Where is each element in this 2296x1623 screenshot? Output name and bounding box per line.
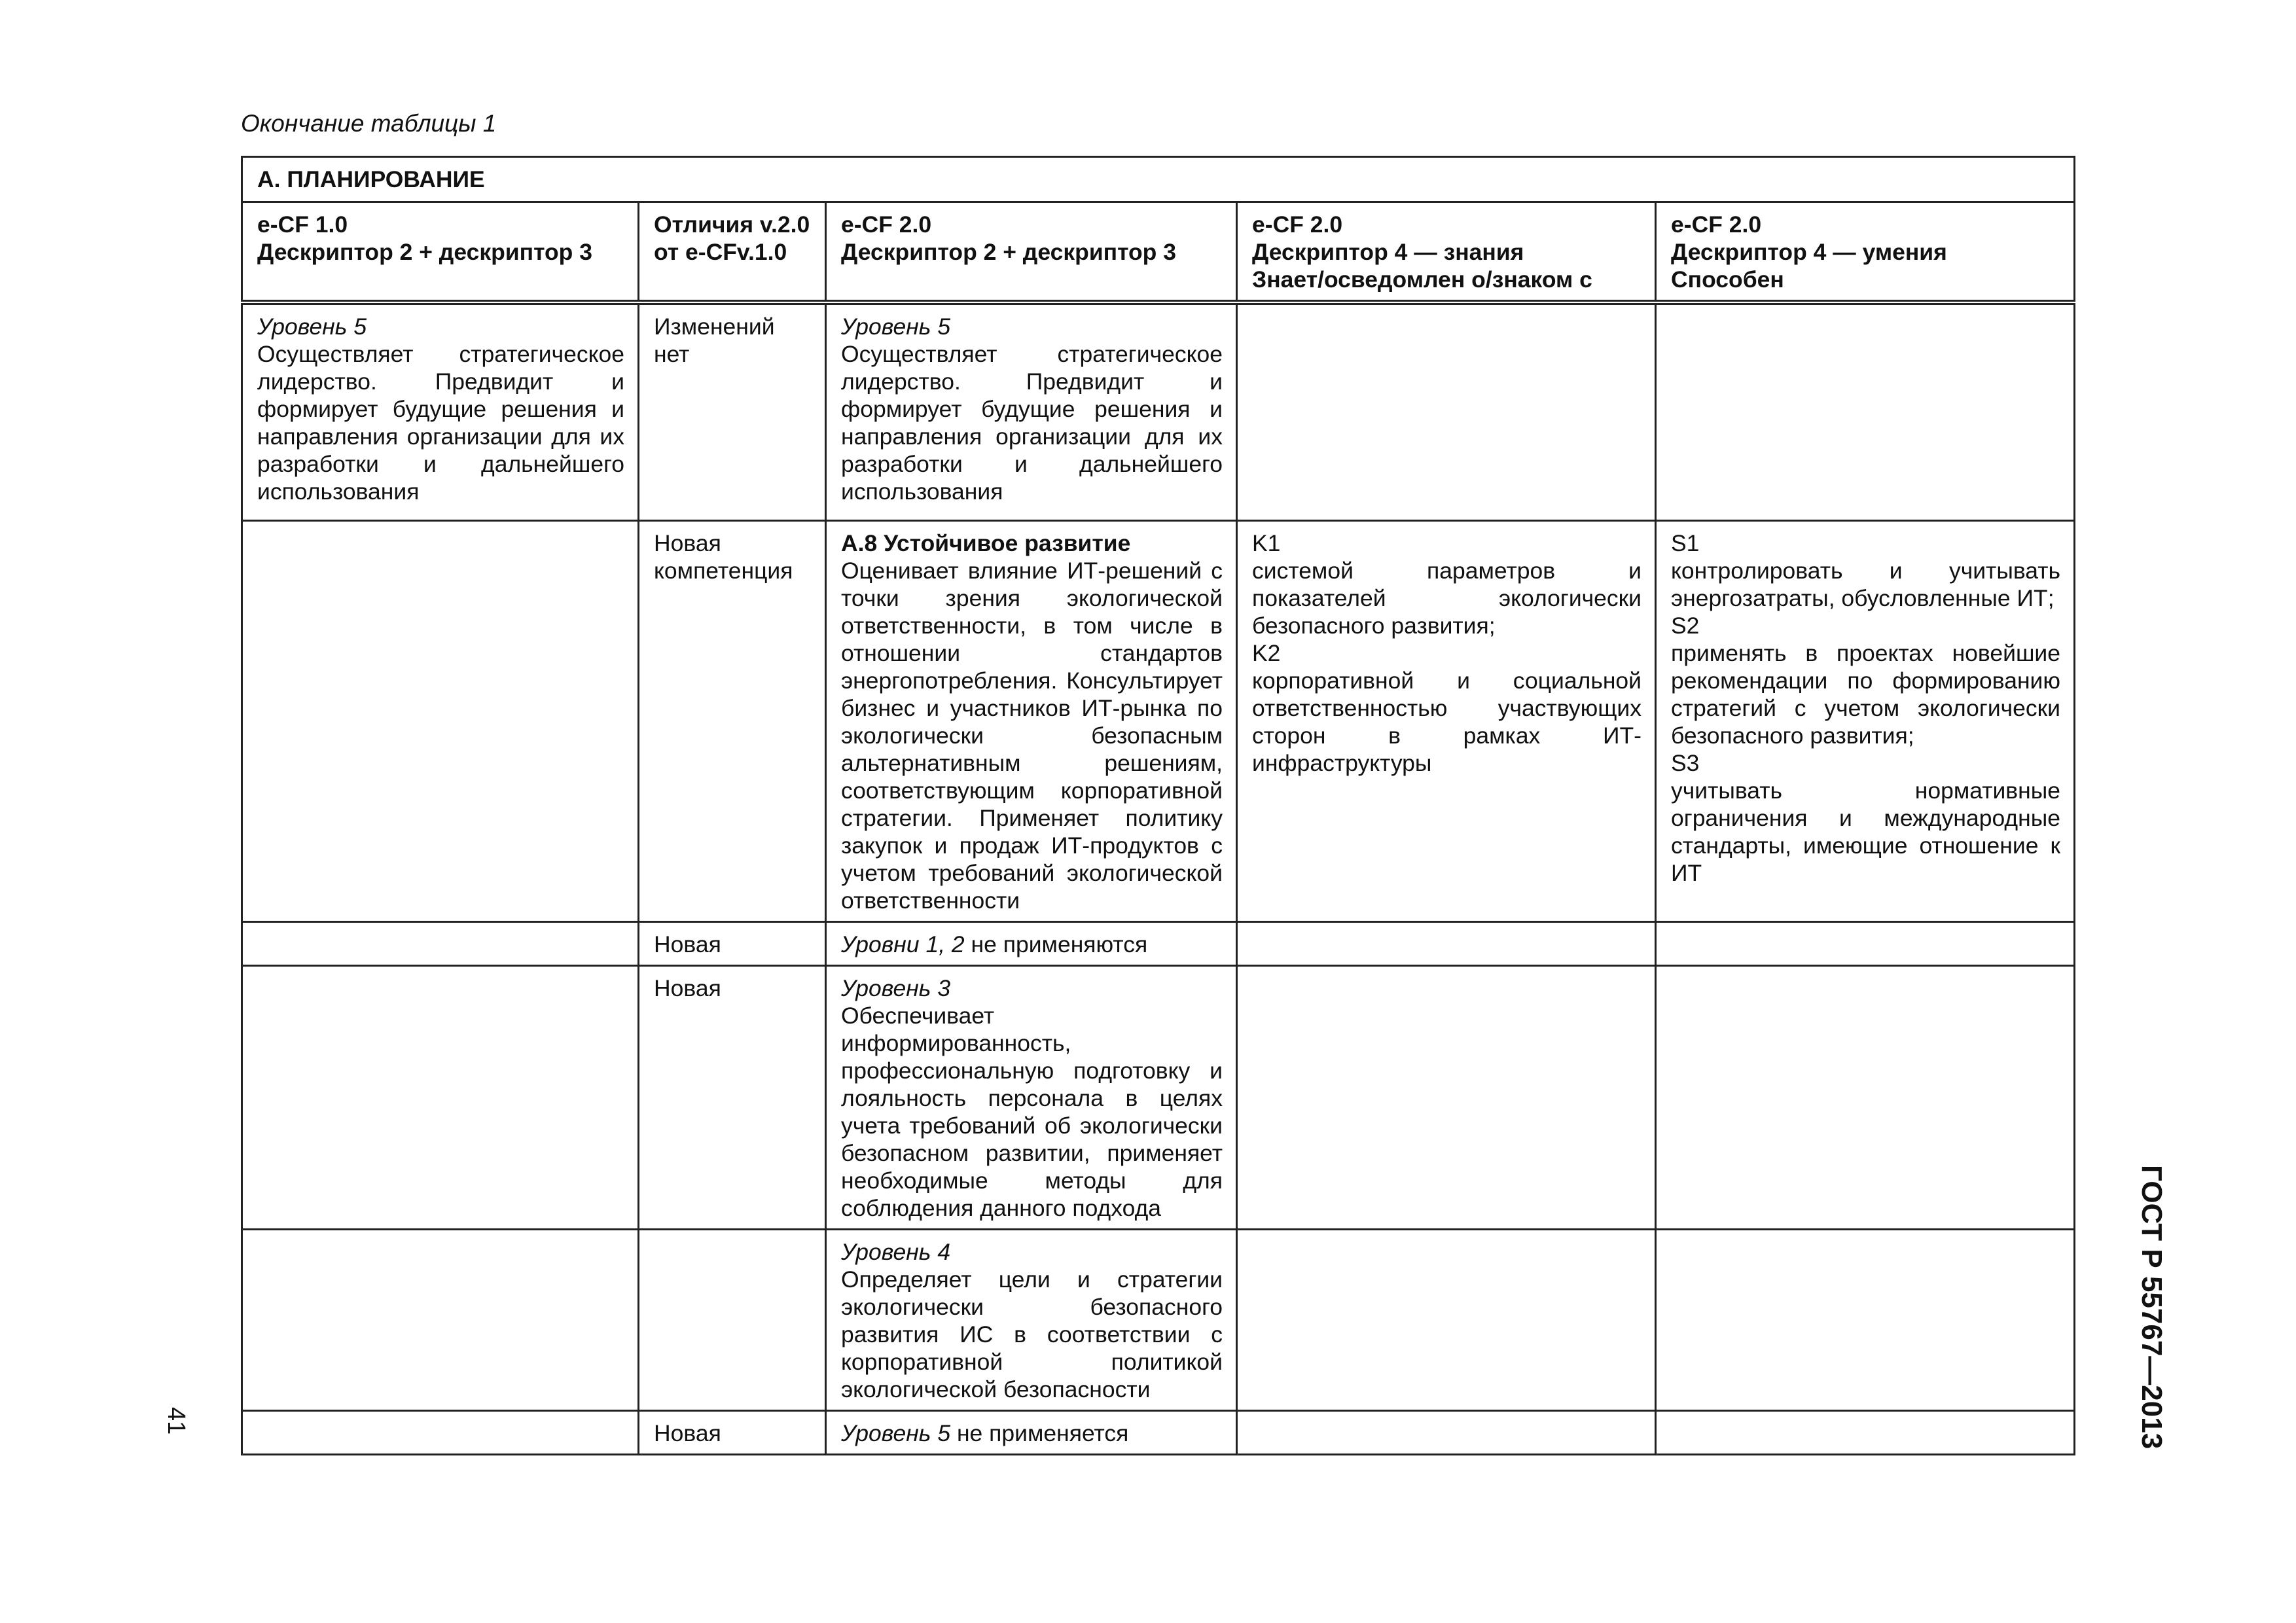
cell-ecf1 (242, 1230, 639, 1411)
page-number: 41 (162, 1407, 190, 1435)
table-row (242, 922, 2075, 966)
table-row (242, 966, 2075, 1230)
cell-skills (1656, 966, 2075, 1230)
cell-knowledge-a8: K1 системой параметров и показателей экологически безопасного развития; K2 корпоративной и социальной ответственностью участвующих сторон в рамках ИТ-инфраструктуры (1237, 521, 1656, 922)
cell-ecf2-level5-na: Уровень 5 не применяется (826, 1411, 1237, 1455)
cell-diff: Изменений нет (639, 302, 826, 521)
table-row (242, 521, 2075, 922)
cell-diff: Новая (639, 922, 826, 966)
cell-skills (1656, 922, 2075, 966)
cell-diff: Новая (639, 1411, 826, 1455)
header-cell-ecf1: e-CF 1.0 Дескриптор 2 + дескриптор 3 (242, 202, 639, 303)
cell-ecf1 (242, 521, 639, 922)
cell-skills-a8: S1 контролировать и учитывать энергозатраты, обусловленные ИТ; S2 применять в проектах новейшие рекомендации по формированию стратегий с учетом экологически безопасного развития; S3 учитывать нормативные ограничения и международные стандарты, имеющие отношение к ИТ (1656, 521, 2075, 922)
table-row (242, 1230, 2075, 1411)
header-cell-ecf2: e-CF 2.0 Дескриптор 2 + дескриптор 3 (826, 202, 1237, 303)
header-row (242, 202, 2075, 303)
cell-skills (1656, 1230, 2075, 1411)
cell-ecf1 (242, 966, 639, 1230)
standard-id: ГОСТ Р 55767—2013 (2136, 1165, 2168, 1450)
cell-ecf1 (242, 922, 639, 966)
cell-ecf2-a8: А.8 Устойчивое развитие Оценивает влияние ИТ-решений с точки зрения экологической ответственности, в том числе в отношении стандартов энергопотребления. Консультирует бизнес и участников ИТ-рынка по экологически безопасным альтернативным решениям, соответствующим корпоративной стратегии. Применяет политику закупок и продаж ИТ-продуктов с учетом требований экологической ответственности (826, 521, 1237, 922)
cell-knowledge (1237, 1411, 1656, 1455)
cell-ecf2-level4: Уровень 4 Определяет цели и стратегии экологически безопасного развития ИС в соответствии с корпоративной политикой экологической безопасности (826, 1230, 1237, 1411)
header-cell-diff: Отличия v.2.0 от e-CFv.1.0 (639, 202, 826, 303)
cell-skills (1656, 302, 2075, 521)
table-row (242, 302, 2075, 521)
cell-diff: Новая компетенция (639, 521, 826, 922)
table-caption: Окончание таблицы 1 (241, 110, 497, 137)
competence-table (241, 156, 2075, 1455)
cell-knowledge (1237, 302, 1656, 521)
cell-diff: Новая (639, 966, 826, 1230)
section-title: А. ПЛАНИРОВАНИЕ (242, 157, 2075, 202)
cell-ecf2-level5: Уровень 5 Осуществляет стратегическое лидерство. Предвидит и формирует будущие решения и направления организации для их разработки и дальнейшего использования (826, 302, 1237, 521)
cell-knowledge (1237, 1230, 1656, 1411)
cell-skills (1656, 1411, 2075, 1455)
header-cell-skills: e-CF 2.0 Дескриптор 4 — умения Способен (1656, 202, 2075, 303)
cell-ecf2-levels12: Уровни 1, 2 не применяются (826, 922, 1237, 966)
cell-ecf1-level5: Уровень 5 Осуществляет стратегическое лидерство. Предвидит и формирует будущие решения и направления организации для их разработки и дальнейшего использования (242, 302, 639, 521)
cell-knowledge (1237, 966, 1656, 1230)
table-row (242, 1411, 2075, 1455)
cell-ecf1 (242, 1411, 639, 1455)
cell-diff (639, 1230, 826, 1411)
section-row (242, 157, 2075, 202)
cell-knowledge (1237, 922, 1656, 966)
header-cell-knowledge: e-CF 2.0 Дескриптор 4 — знания Знает/осведомлен о/знаком с (1237, 202, 1656, 303)
cell-ecf2-level3: Уровень 3 Обеспечивает информированность, профессиональную подготовку и лояльность персонала в целях учета требований об экологически безопасном развитии, применяет необходимые методы для соблюдения данного подхода (826, 966, 1237, 1230)
